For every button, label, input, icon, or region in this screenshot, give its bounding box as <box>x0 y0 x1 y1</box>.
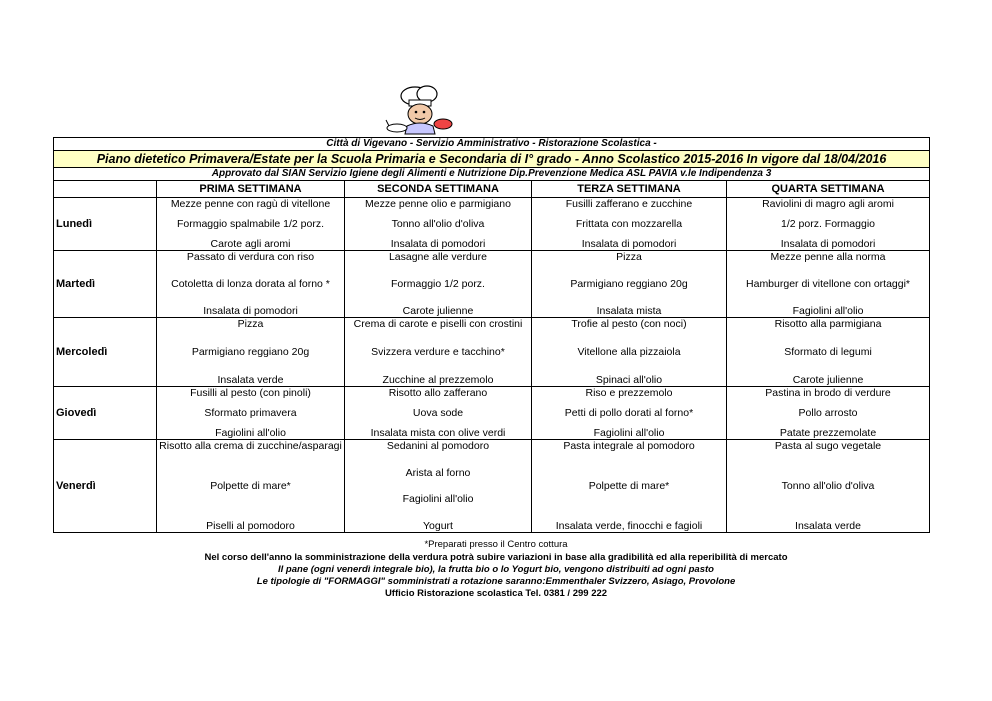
meal-item: Riso e prezzemolo <box>585 387 673 399</box>
meal-item: Carote julienne <box>402 305 474 317</box>
meal-item: Frittata con mozzarella <box>575 218 683 230</box>
meal-cell <box>532 387 727 440</box>
day-rows <box>54 198 930 533</box>
meal-item: Polpette di mare* <box>210 480 291 492</box>
meal-item: Insalata di pomodori <box>581 238 677 250</box>
day-label: Lunedì <box>54 198 157 251</box>
header-plan-title: Piano dietetico Primavera/Estate per la Scuola Primaria e Secondaria di I° grado - Anno Scolastico 2015-2016 In vigore dal 18/04/2016 <box>54 151 930 168</box>
meal-cell <box>532 198 727 251</box>
meal-cell <box>345 251 532 318</box>
meal-item: Pasta al sugo vegetale <box>774 440 882 452</box>
meal-item: Svizzera verdure e tacchino* <box>371 346 505 358</box>
day-row <box>54 318 930 387</box>
meal-cell <box>532 318 727 387</box>
meal-item: Insalata di pomodori <box>390 238 486 250</box>
meal-item: 1/2 porz. Formaggio <box>781 218 875 230</box>
day-row <box>54 198 930 251</box>
meal-item: Sformato di legumi <box>784 346 872 358</box>
meal-item: Trofie al pesto (con noci) <box>571 318 687 330</box>
chef-logo-icon <box>385 84 455 136</box>
meal-cell <box>532 251 727 318</box>
meal-item: Zucchine al prezzemolo <box>382 374 494 386</box>
meal-item: Yogurt <box>423 519 453 532</box>
meal-cell <box>727 251 930 318</box>
meal-item: Sformato primavera <box>204 407 297 419</box>
day-row <box>54 387 930 440</box>
meal-item: Fagiolini all'olio <box>402 493 474 506</box>
week-header-4: QUARTA SETTIMANA <box>727 181 930 198</box>
meal-item: Sedanini al pomodoro <box>386 440 490 452</box>
meal-cell <box>157 440 345 533</box>
meal-item: Carote agli aromi <box>210 238 291 250</box>
meal-item: Raviolini di magro agli aromi <box>762 198 894 210</box>
day-label: Giovedì <box>54 387 157 440</box>
menu-table <box>53 137 930 533</box>
meal-item: Mezze penne alla norma <box>770 251 886 263</box>
week-header-empty <box>54 181 157 198</box>
meal-item: Vitellone alla pizzaiola <box>577 346 681 358</box>
meal-item: Insalata mista con olive verdi <box>370 427 506 439</box>
meal-item: Fagiolini all'olio <box>593 427 665 439</box>
meal-item: Cotoletta di lonza dorata al forno * <box>171 278 330 290</box>
meal-item: Arista al forno <box>405 466 471 479</box>
meal-cell <box>157 198 345 251</box>
meal-item: Spinaci all'olio <box>595 374 663 386</box>
meal-item: Carote julienne <box>792 374 864 386</box>
meal-item: Pollo arrosto <box>798 407 858 419</box>
meal-item: Risotto alla crema di zucchine/asparagi <box>159 440 342 452</box>
meal-item: Polpette di mare* <box>588 480 670 492</box>
meal-cell <box>727 440 930 533</box>
meal-item: Uova sode <box>412 407 464 419</box>
day-label: Martedì <box>54 251 157 318</box>
meal-item: Tonno all'olio d'oliva <box>781 480 875 492</box>
meal-item: Pastina in brodo di verdure <box>765 387 891 399</box>
meal-item: Tonno all'olio d'oliva <box>391 218 485 230</box>
meal-item: Petti di pollo dorati al forno* <box>564 407 694 419</box>
meal-cell <box>157 387 345 440</box>
meal-cell <box>345 318 532 387</box>
meal-item: Insalata verde <box>217 374 284 386</box>
meal-item: Lasagne alle verdure <box>388 251 488 263</box>
footer-line-3: Le tipologie di "FORMAGGI" somministrati a rotazione saranno:Emmenthaler Svizzero, Asiago, Provolone <box>256 576 736 587</box>
meal-item: Fusilli zafferano e zucchine <box>565 198 693 210</box>
footer-line-1: Nel corso dell'anno la somministrazione della verdura potrà subire variazioni in base alla gradibilità ed alla reperibilità di mercato <box>204 552 788 563</box>
meal-cell <box>727 318 930 387</box>
meal-item: Insalata di pomodori <box>780 238 876 250</box>
footer-line-4: Ufficio Ristorazione scolastica Tel. 0381 / 299 222 <box>384 588 608 599</box>
meal-cell <box>157 251 345 318</box>
footer-note: *Preparati presso il Centro cottura <box>424 539 568 550</box>
week-header-1: PRIMA SETTIMANA <box>157 181 345 198</box>
meal-cell <box>157 318 345 387</box>
meal-item: Insalata verde <box>795 520 861 532</box>
meal-cell <box>345 440 532 533</box>
meal-cell <box>345 198 532 251</box>
meal-item: Pasta integrale al pomodoro <box>563 440 695 452</box>
meal-item: Passato di verdura con riso <box>186 251 315 263</box>
meal-item: Mezze penne con ragù di vitellone <box>170 198 331 210</box>
day-row <box>54 440 930 533</box>
meal-item: Insalata mista <box>596 305 662 317</box>
meal-item: Fusilli al pesto (con pinoli) <box>190 387 311 399</box>
header-approval: Approvato dal SIAN Servizio Igiene degli Alimenti e Nutrizione Dip.Prevenzione Medica ASL PAVIA v.le Indipendenza 3 <box>54 168 930 181</box>
meal-item: Pizza <box>237 318 264 330</box>
header-city: Città di Vigevano - Servizio Amministrativo - Ristorazione Scolastica - <box>54 138 930 151</box>
meal-item: Mezze penne olio e parmigiano <box>365 198 511 210</box>
meal-item: Formaggio spalmabile 1/2 porz. <box>176 218 325 230</box>
meal-cell <box>345 387 532 440</box>
meal-item: Risotto allo zafferano <box>388 387 488 399</box>
meal-item: Fagiolini all'olio <box>215 427 286 439</box>
meal-item: Insalata di pomodori <box>203 305 298 317</box>
meal-item: Parmigiano reggiano 20g <box>570 278 688 290</box>
meal-item: Piselli al pomodoro <box>206 520 295 532</box>
meal-cell <box>727 387 930 440</box>
footer-line-2: Il pane (ogni venerdì integrale bio), la frutta bio o lo Yogurt bio, vengono distribuiti ad ogni pasto <box>278 564 714 575</box>
week-header-3: TERZA SETTIMANA <box>532 181 727 198</box>
day-label: Mercoledì <box>54 318 157 387</box>
meal-cell <box>727 198 930 251</box>
day-row <box>54 251 930 318</box>
meal-item: Parmigiano reggiano 20g <box>191 346 310 358</box>
week-header-2: SECONDA SETTIMANA <box>345 181 532 198</box>
meal-item: Patate prezzemolate <box>779 427 877 439</box>
meal-item: Risotto alla parmigiana <box>774 318 882 330</box>
meal-item: Insalata verde, finocchi e fagioli <box>555 520 703 532</box>
meal-cell <box>532 440 727 533</box>
meal-item: Formaggio 1/2 porz. <box>391 278 485 290</box>
meal-item: Pizza <box>616 251 642 263</box>
meal-item: Crema di carote e piselli con crostini <box>353 318 523 330</box>
day-label: Venerdì <box>54 440 157 533</box>
meal-item: Fagiolini all'olio <box>792 305 864 317</box>
meal-item: Hamburger di vitellone con ortaggi* <box>746 278 911 290</box>
